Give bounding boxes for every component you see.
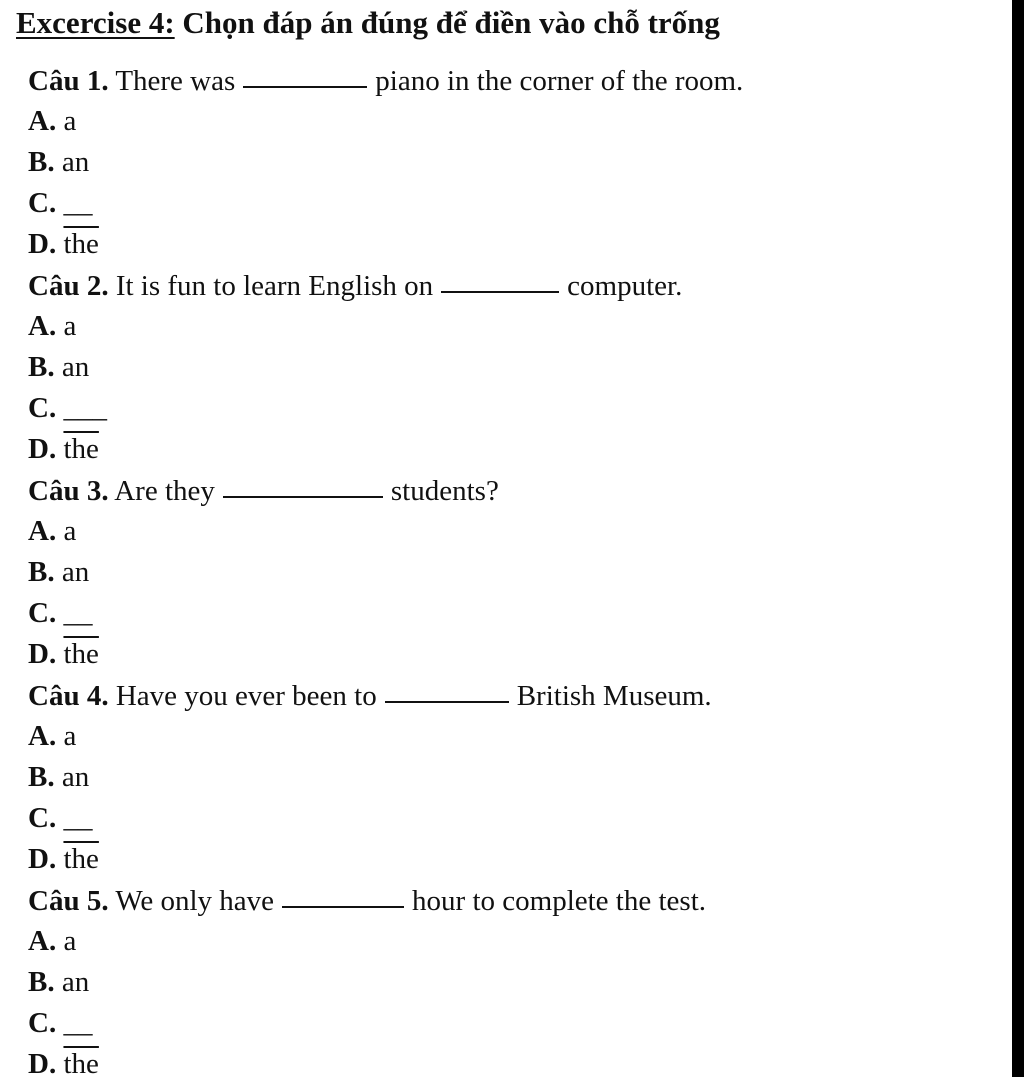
option-a[interactable] bbox=[28, 921, 1008, 962]
exercise-label: Excercise 4: bbox=[16, 5, 175, 40]
exercise-title bbox=[16, 0, 720, 46]
option-b[interactable] bbox=[28, 142, 1008, 183]
option-letter: D. bbox=[28, 433, 57, 465]
option-text: an bbox=[61, 761, 90, 793]
option-b[interactable] bbox=[28, 962, 1008, 1003]
option-text: $\overline{the}$ bbox=[63, 228, 99, 260]
option-c[interactable] bbox=[28, 183, 1008, 224]
question-5 bbox=[28, 880, 1008, 921]
answer-blank bbox=[282, 878, 404, 908]
option-text: $\overline{the}$ bbox=[63, 1048, 99, 1080]
option-d[interactable] bbox=[28, 224, 1008, 265]
option-letter: B. bbox=[28, 351, 55, 383]
option-letter: D. bbox=[28, 228, 57, 260]
option-b[interactable] bbox=[28, 552, 1008, 593]
exercise-instruction: Chọn đáp án đúng để điền vào chỗ trống bbox=[182, 5, 720, 40]
option-text: an bbox=[61, 351, 90, 383]
question-label: Câu 5. bbox=[28, 885, 109, 917]
question-list bbox=[28, 60, 1008, 1085]
question-text-after: computer. bbox=[567, 270, 683, 302]
option-c[interactable] bbox=[28, 1003, 1008, 1044]
right-edge-border bbox=[1012, 0, 1024, 1077]
option-letter: A. bbox=[28, 720, 57, 752]
option-text: $\overline{the}$ bbox=[63, 638, 99, 670]
option-letter: B. bbox=[28, 761, 55, 793]
option-text: __ bbox=[63, 597, 93, 629]
option-d[interactable] bbox=[28, 1044, 1008, 1085]
option-d[interactable] bbox=[28, 429, 1008, 470]
option-text: __ bbox=[63, 802, 93, 834]
option-a[interactable] bbox=[28, 101, 1008, 142]
option-text: __ bbox=[63, 187, 93, 219]
option-c[interactable] bbox=[28, 388, 1008, 429]
question-text-after: piano in the corner of the room. bbox=[375, 65, 744, 97]
answer-blank bbox=[385, 673, 509, 703]
option-a[interactable] bbox=[28, 716, 1008, 757]
question-text-before: Have you ever been to bbox=[115, 680, 377, 712]
option-text: a bbox=[63, 925, 77, 957]
option-c[interactable] bbox=[28, 593, 1008, 634]
question-text-after: British Museum. bbox=[516, 680, 712, 712]
option-letter: B. bbox=[28, 966, 55, 998]
option-letter: A. bbox=[28, 310, 57, 342]
option-letter: C. bbox=[28, 187, 57, 219]
question-label: Câu 1. bbox=[28, 65, 109, 97]
question-3 bbox=[28, 470, 1008, 511]
option-text: $\overline{the}$ bbox=[63, 843, 99, 875]
question-4 bbox=[28, 675, 1008, 716]
option-b[interactable] bbox=[28, 757, 1008, 798]
option-text: ___ bbox=[63, 392, 107, 424]
option-letter: A. bbox=[28, 925, 57, 957]
question-text-after: students? bbox=[390, 475, 499, 507]
question-2 bbox=[28, 265, 1008, 306]
option-d[interactable] bbox=[28, 839, 1008, 880]
option-text: $\overline{the}$ bbox=[63, 433, 99, 465]
option-text: an bbox=[61, 146, 90, 178]
question-text-before: We only have bbox=[115, 885, 275, 917]
option-text: an bbox=[61, 556, 90, 588]
question-text-before: It is fun to learn English on bbox=[115, 270, 434, 302]
option-letter: D. bbox=[28, 843, 57, 875]
option-text: an bbox=[61, 966, 90, 998]
option-letter: C. bbox=[28, 802, 57, 834]
option-letter: C. bbox=[28, 597, 57, 629]
option-text: a bbox=[63, 105, 77, 137]
option-text: __ bbox=[63, 1007, 93, 1039]
option-letter: C. bbox=[28, 1007, 57, 1039]
question-text-after: hour to complete the test. bbox=[412, 885, 706, 917]
question-1 bbox=[28, 60, 1008, 101]
option-d[interactable] bbox=[28, 634, 1008, 675]
option-letter: C. bbox=[28, 392, 57, 424]
option-a[interactable] bbox=[28, 511, 1008, 552]
option-letter: B. bbox=[28, 146, 55, 178]
option-letter: B. bbox=[28, 556, 55, 588]
answer-blank bbox=[243, 58, 367, 88]
answer-blank bbox=[441, 263, 559, 293]
question-label: Câu 4. bbox=[28, 680, 109, 712]
option-letter: A. bbox=[28, 105, 57, 137]
option-a[interactable] bbox=[28, 306, 1008, 347]
answer-blank bbox=[223, 468, 383, 498]
question-text-before: There was bbox=[115, 65, 236, 97]
question-label: Câu 2. bbox=[28, 270, 109, 302]
option-letter: D. bbox=[28, 1048, 57, 1080]
question-text-before: Are they bbox=[114, 475, 215, 507]
option-letter: D. bbox=[28, 638, 57, 670]
option-c[interactable] bbox=[28, 798, 1008, 839]
option-b[interactable] bbox=[28, 347, 1008, 388]
question-label: Câu 3. bbox=[28, 475, 109, 507]
option-text: a bbox=[63, 515, 77, 547]
option-text: a bbox=[63, 310, 77, 342]
option-letter: A. bbox=[28, 515, 57, 547]
option-text: a bbox=[63, 720, 77, 752]
